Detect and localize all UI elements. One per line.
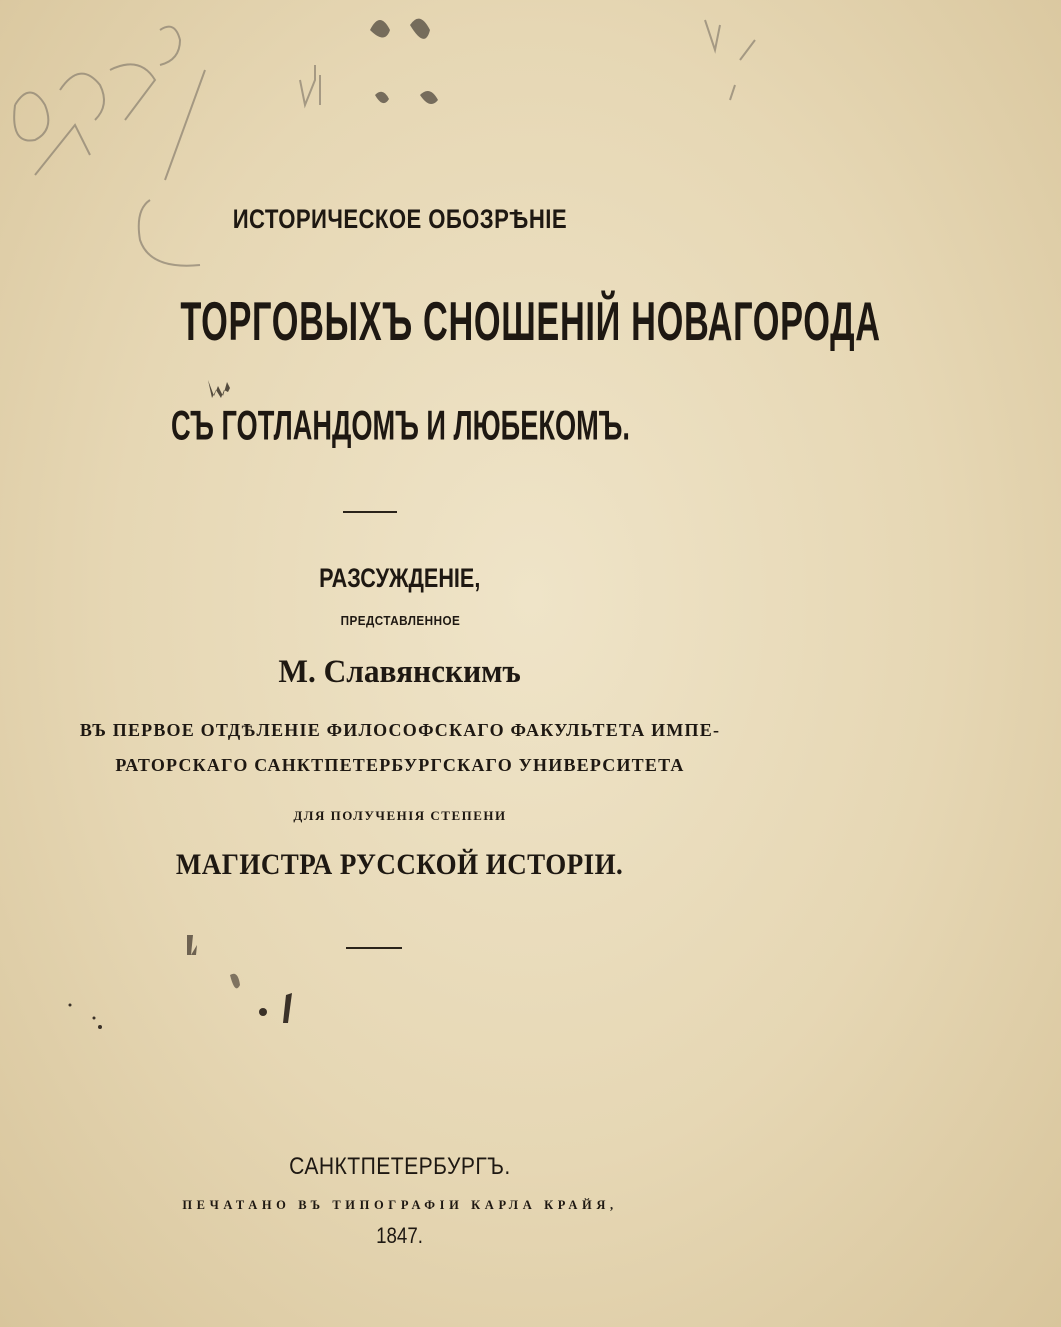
imprint-year xyxy=(0,1223,800,1249)
submission-line-2 xyxy=(0,755,800,776)
submission-line-1 xyxy=(0,720,800,741)
submission-line-1-text: ВЪ ПЕРВОЕ ОТДѢЛЕНІЕ ФИЛОСОФСКАГО ФАКУЛЬТЕТА ИМПЕ- xyxy=(79,720,721,740)
purpose-text: ДЛЯ ПОЛУЧЕНІЯ СТЕПЕНИ xyxy=(293,808,507,823)
heading-small-text: ИСТОРИЧЕСКОЕ ОБОЗРѢНІЕ xyxy=(232,204,568,234)
imprint-city xyxy=(0,1153,800,1181)
author-text: М. Славянскимъ xyxy=(278,654,522,690)
printer-text: ПЕЧАТАНО ВЪ ТИПОГРАФІИ КАРЛА КРАЙЯ, xyxy=(182,1198,618,1212)
divider-rule xyxy=(343,511,397,513)
genre-label xyxy=(0,563,800,594)
presented-label xyxy=(0,613,800,628)
heading-main xyxy=(0,291,881,353)
purpose-label xyxy=(0,808,800,824)
heading-sub xyxy=(0,404,800,449)
degree-text: МАГИСТРА РУССКОЙ ИСТОРІИ. xyxy=(176,848,624,881)
degree-title xyxy=(0,848,800,882)
genre-text: РАЗСУЖДЕНІЕ, xyxy=(319,563,481,593)
heading-small xyxy=(0,204,800,235)
imprint-printer xyxy=(0,1198,800,1213)
city-text: САНКТПЕТЕРБУРГЪ. xyxy=(289,1153,511,1180)
divider-rule-lower xyxy=(346,947,402,949)
year-text: 1847. xyxy=(376,1223,424,1248)
presented-text: ПРЕДСТАВЛЕННОЕ xyxy=(340,613,460,628)
submission-line-2-text: РАТОРСКАГО САНКТПЕТЕРБУРГСКАГО УНИВЕРСИТЕТА xyxy=(115,755,685,775)
heading-sub-text: СЪ ГОТЛАНДОМЪ И ЛЮБЕКОМЪ. xyxy=(170,402,630,450)
heading-main-text: ТОРГОВЫХЪ СНОШЕНІЙ НОВАГОРОДА xyxy=(180,291,881,353)
author-name xyxy=(0,654,800,691)
